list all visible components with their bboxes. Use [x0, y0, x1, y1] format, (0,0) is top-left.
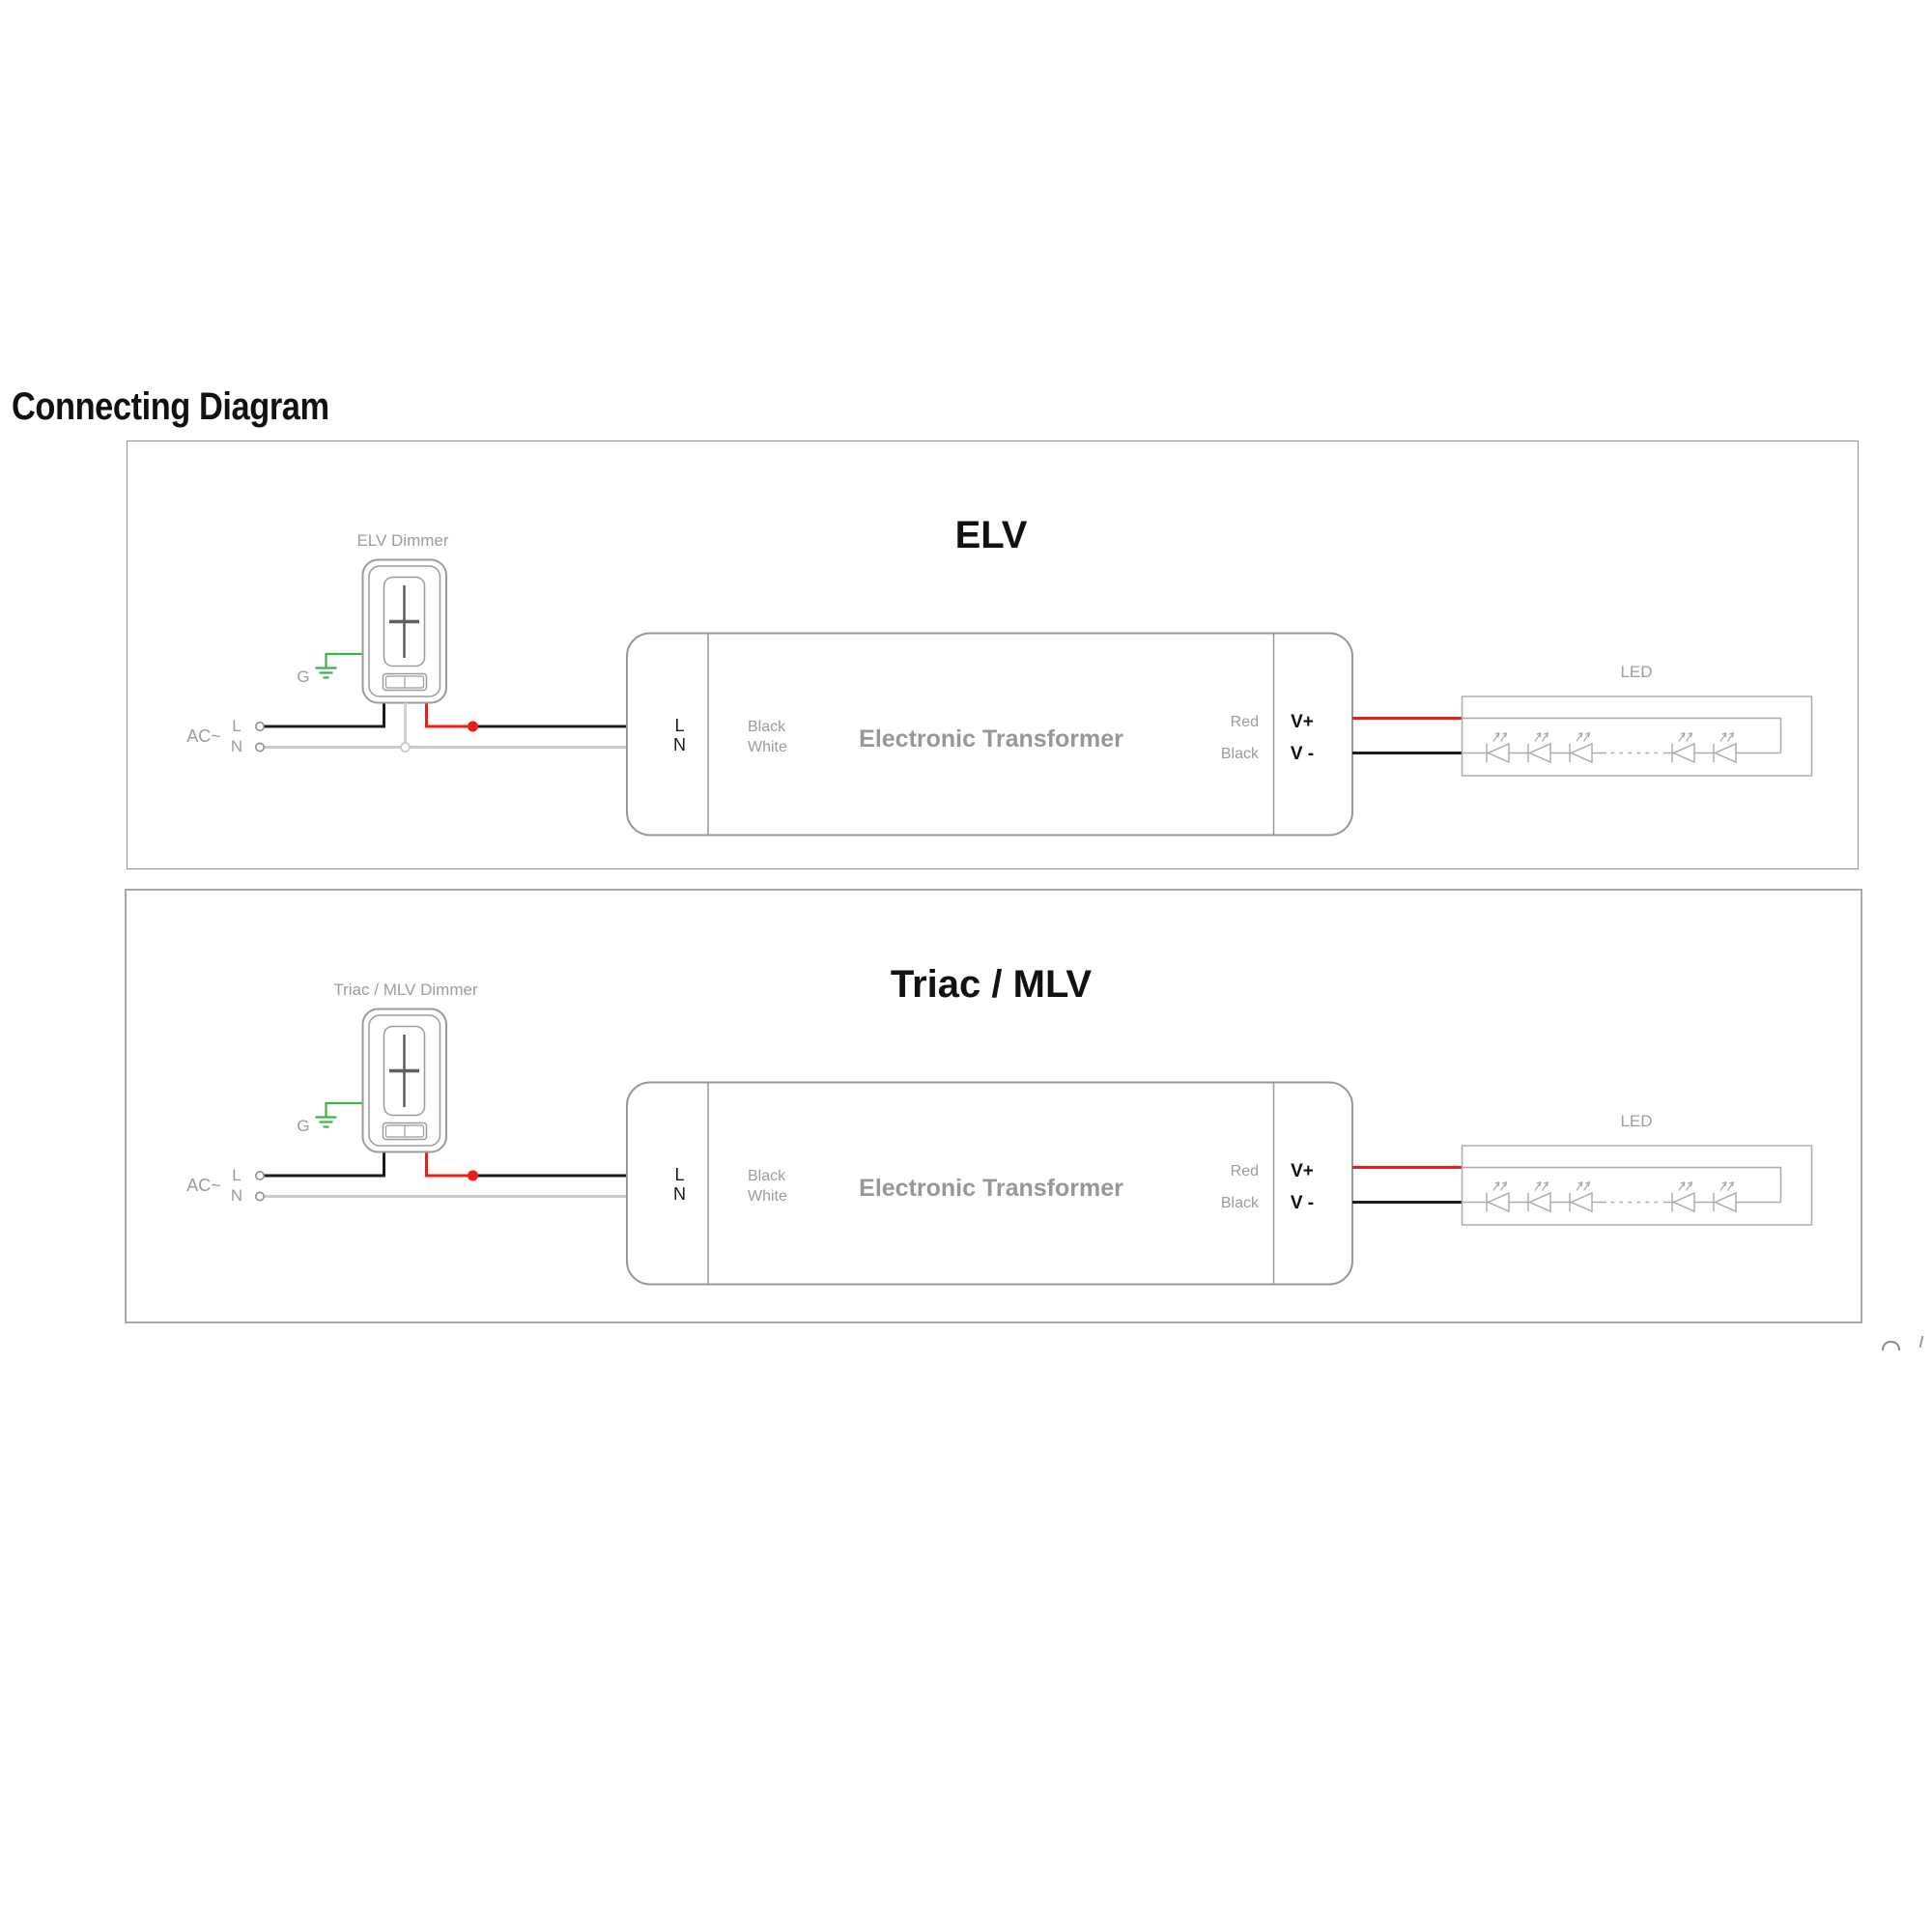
- neutral-junction-circle: [401, 743, 410, 752]
- output-wire-red-label: Red: [1230, 1163, 1259, 1179]
- dimmer-label: Triac / MLV Dimmer: [333, 980, 478, 999]
- output-wire-black-label: Black: [1220, 1195, 1259, 1211]
- ac-source-label: AC~: [186, 1176, 221, 1195]
- ac-live-label: L: [232, 717, 242, 735]
- input-wire-white-label: White: [748, 739, 787, 755]
- input-wire-white-label: White: [748, 1188, 787, 1205]
- triac-mlv-circuit: [256, 1009, 1812, 1285]
- vminus-terminal: V -: [1290, 1193, 1315, 1213]
- vplus-terminal: V+: [1291, 1161, 1314, 1181]
- led-label: LED: [1620, 663, 1653, 681]
- input-wire-black-label: Black: [748, 1168, 786, 1184]
- panel-title-triac-mlv: Triac / MLV: [890, 963, 1093, 1006]
- transformer-name: Electronic Transformer: [859, 1175, 1123, 1202]
- ground-label: G: [297, 1117, 310, 1135]
- panel-title-elv: ELV: [954, 514, 1028, 556]
- ac-neutral-label: N: [230, 737, 243, 755]
- transformer-name: Electronic Transformer: [859, 725, 1123, 753]
- page-title: Connecting Diagram: [12, 385, 329, 428]
- ac-live-label: L: [232, 1166, 242, 1184]
- cropped-artifact-arc: [1882, 1341, 1900, 1350]
- led-label: LED: [1620, 1112, 1653, 1130]
- vminus-terminal: V -: [1290, 744, 1315, 764]
- dimmer-label: ELV Dimmer: [356, 531, 449, 550]
- ac-neutral-label: N: [230, 1186, 243, 1205]
- ac-source-label: AC~: [186, 726, 221, 746]
- ground-label: G: [297, 668, 310, 686]
- output-wire-black-label: Black: [1220, 746, 1259, 762]
- vplus-terminal: V+: [1291, 712, 1314, 732]
- output-wire-red-label: Red: [1230, 714, 1259, 730]
- transformer-live-terminal: L: [674, 1165, 685, 1184]
- transformer-neutral-terminal: N: [673, 1184, 686, 1204]
- transformer-neutral-terminal: N: [673, 735, 686, 754]
- transformer-live-terminal: L: [674, 716, 685, 735]
- input-wire-black-label: Black: [748, 719, 786, 735]
- elv-circuit: [256, 560, 1812, 836]
